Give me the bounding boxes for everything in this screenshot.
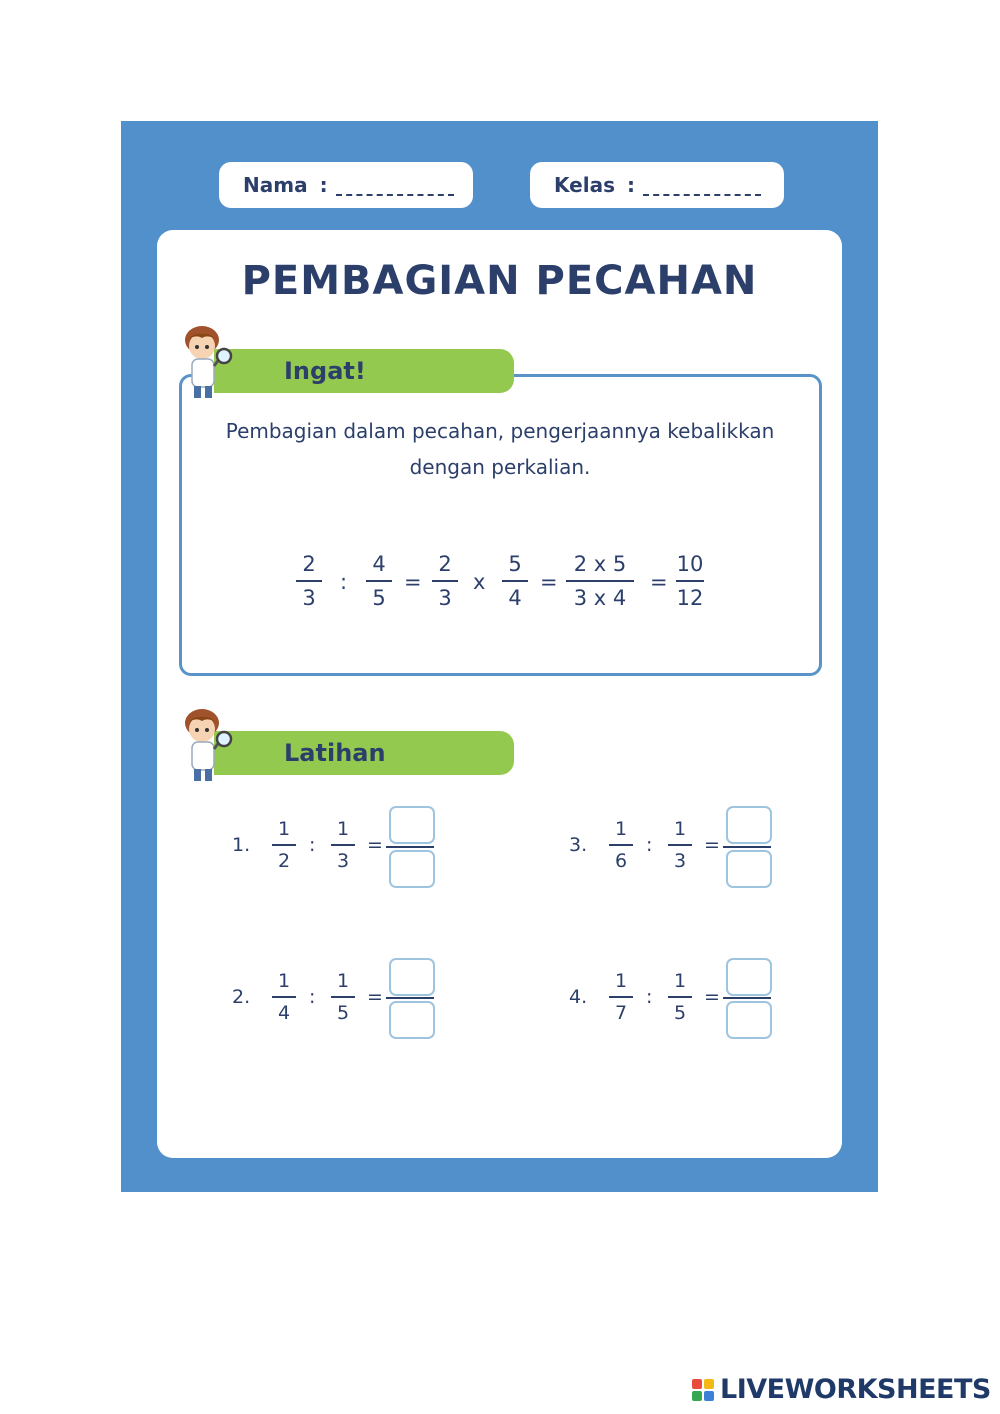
question-3-number: 3. — [569, 834, 588, 856]
question-4-answer-bar — [723, 997, 771, 999]
kid-magnifier-icon — [178, 324, 234, 400]
question-1-denominator-input[interactable] — [389, 850, 435, 888]
question-3-equals: = — [704, 834, 720, 856]
question-3-denominator-input[interactable] — [726, 850, 772, 888]
reminder-line-1: Pembagian dalam pecahan, pengerjaannya kebalikkan — [225, 419, 775, 443]
example-fraction-3: 2 3 — [432, 552, 458, 610]
question-4-number: 4. — [569, 986, 588, 1008]
question-1-fraction-b: 1 3 — [331, 818, 355, 872]
kid-magnifier-icon — [178, 707, 234, 783]
class-input-line[interactable] — [643, 182, 761, 196]
liveworksheets-logo[interactable] — [692, 1374, 991, 1405]
liveworksheets-mark-icon — [692, 1379, 714, 1401]
question-2-denominator-input[interactable] — [389, 1001, 435, 1039]
question-4-divide-sign: : — [646, 986, 653, 1008]
question-4-fraction-b: 1 5 — [668, 970, 692, 1024]
example-fraction-2: 4 5 — [366, 552, 392, 610]
question-3-numerator-input[interactable] — [726, 806, 772, 844]
class-label: Kelas — [554, 173, 615, 197]
question-2-numerator-input[interactable] — [389, 958, 435, 996]
name-label: Nama — [243, 173, 308, 197]
question-1-answer-bar — [386, 846, 434, 848]
example-equals-3: = — [650, 570, 668, 594]
question-2-fraction-b: 1 5 — [331, 970, 355, 1024]
question-3-fraction-a: 1 6 — [609, 818, 633, 872]
question-4-fraction-a: 1 7 — [609, 970, 633, 1024]
question-3-divide-sign: : — [646, 834, 653, 856]
question-2-equals: = — [367, 986, 383, 1008]
question-2-answer-bar — [386, 997, 434, 999]
reminder-text — [200, 413, 800, 485]
page-title: PEMBAGIAN PECAHAN — [241, 258, 758, 304]
example-fraction-5: 2 x 5 3 x 4 — [566, 552, 634, 610]
example-times-sign: x — [473, 570, 486, 594]
name-input-line[interactable] — [336, 182, 454, 196]
question-4-denominator-input[interactable] — [726, 1001, 772, 1039]
example-equals-2: = — [540, 570, 558, 594]
reminder-banner — [214, 349, 514, 393]
question-1-divide-sign: : — [309, 834, 316, 856]
class-colon: : — [626, 173, 635, 197]
question-4-numerator-input[interactable] — [726, 958, 772, 996]
question-1-numerator-input[interactable] — [389, 806, 435, 844]
name-colon: : — [319, 173, 328, 197]
example-divide-sign: : — [340, 570, 348, 594]
example-fraction-1: 2 3 — [296, 552, 322, 610]
question-2-number: 2. — [232, 986, 251, 1008]
class-field[interactable] — [530, 162, 784, 208]
question-1-fraction-a: 1 2 — [272, 818, 296, 872]
question-3-answer-bar — [723, 846, 771, 848]
example-equals-1: = — [404, 570, 422, 594]
question-1-number: 1. — [232, 834, 251, 856]
example-fraction-4: 5 4 — [502, 552, 528, 610]
question-3-fraction-b: 1 3 — [668, 818, 692, 872]
reminder-line-2: dengan perkalian. — [409, 455, 591, 479]
liveworksheets-wordmark: LIVEWORKSHEETS — [720, 1374, 991, 1405]
name-field[interactable] — [219, 162, 473, 208]
question-2-divide-sign: : — [309, 986, 316, 1008]
exercise-banner — [214, 731, 514, 775]
question-4-equals: = — [704, 986, 720, 1008]
reminder-heading: Ingat! — [284, 357, 366, 385]
question-1-equals: = — [367, 834, 383, 856]
exercise-heading: Latihan — [284, 739, 386, 767]
question-2-fraction-a: 1 4 — [272, 970, 296, 1024]
example-fraction-6: 10 12 — [676, 552, 704, 610]
